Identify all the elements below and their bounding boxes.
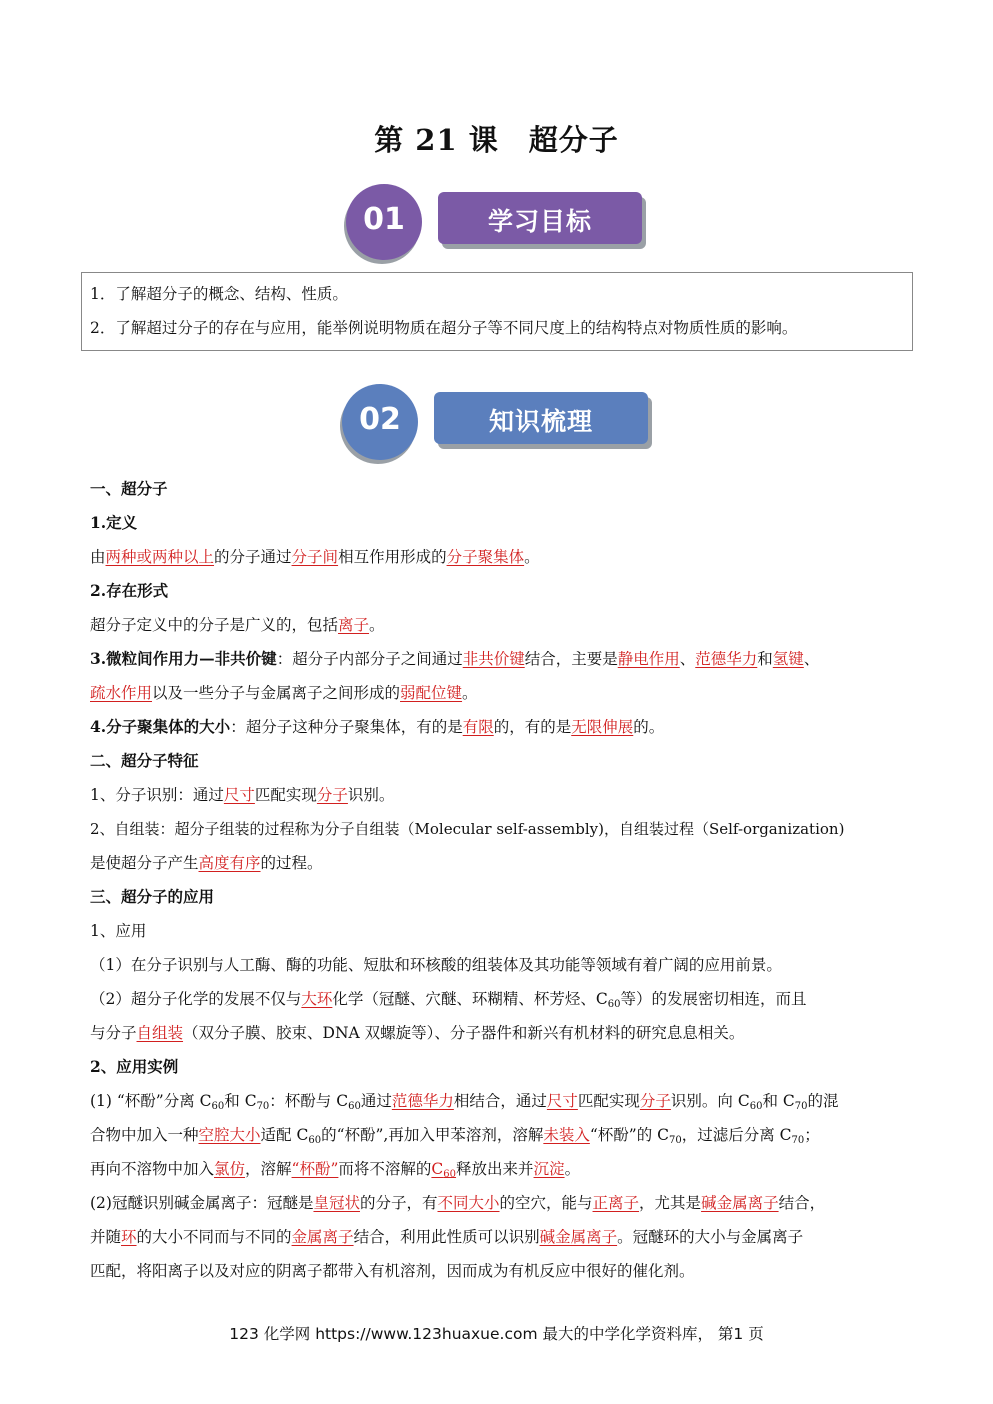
paragraph: 超分子定义中的分子是广义的，包括离子。 (90, 616, 385, 634)
paragraph: 再向不溶物中加入氯仿，溶解“杯酚”而将不溶解的$C_{60}$释放出来并沉淀。 (90, 1160, 581, 1180)
subheading: 1.定义 (90, 513, 138, 532)
answer: 静电作用 (617, 650, 680, 668)
answer: 不同大小 (437, 1194, 500, 1212)
answer: 氢键 (772, 650, 804, 668)
answer: 大环 (301, 990, 333, 1008)
answer: 碱金属离子 (539, 1228, 618, 1246)
answer: 分子 (639, 1092, 671, 1110)
lesson-topic: 超分子 (528, 123, 619, 157)
answer: 未装入 (543, 1126, 590, 1144)
answer: 金属离子 (291, 1228, 354, 1246)
banner-knowledge-review (342, 388, 652, 458)
subheading: 2.存在形式 (90, 581, 169, 600)
paragraph: 并随环的大小不同而与不同的金属离子结合，利用此性质可以识别碱金属离子。冠醚环的大小与金属离子 (90, 1228, 804, 1246)
answer: 弱配位键 (400, 684, 463, 702)
paragraph: 是使超分子产生高度有序的过程。 (90, 854, 323, 872)
paragraph: 与分子自组装（双分子膜、胶束、DNA 双螺旋等）、分子器件和新兴有机材料的研究息息相关。 (90, 1024, 745, 1042)
answer: 无限伸展 (571, 718, 634, 736)
learning-goals-box (81, 272, 913, 351)
page-title (0, 118, 993, 159)
answer: $C_{60}$ (431, 1160, 457, 1180)
paragraph: （2）超分子化学的发展不仅与大环化学（冠醚、穴醚、环糊精、杯芳烃、$C_{60}$等）的发展密切相连，而且 (90, 990, 807, 1010)
paragraph: 匹配，将阳离子以及对应的阴离子都带入有机溶剂，因而成为有机反应中很好的催化剂。 (90, 1262, 695, 1280)
paragraph: 由两种或两种以上的分子通过分子间相互作用形成的分子聚集体。 (90, 548, 540, 566)
answer: 疏水作用 (90, 684, 153, 702)
answer: 范德华力 (695, 650, 758, 668)
lesson-number: 第 21 课 (374, 123, 499, 157)
answer: 离子 (338, 616, 370, 634)
answer: 空腔大小 (198, 1126, 261, 1144)
answer: 皇冠状 (313, 1194, 360, 1212)
answer: 氯仿 (214, 1160, 246, 1178)
answer: 范德华力 (391, 1092, 454, 1110)
answer: 尺寸 (546, 1092, 578, 1110)
answer: 分子间 (291, 548, 339, 566)
banner-learning-goals (346, 188, 646, 258)
answer: 尺寸 (223, 786, 255, 804)
paragraph: （1）在分子识别与人工酶、酶的功能、短肽和环核酸的组装体及其功能等领域有着广阔的应用前景。 (90, 956, 782, 974)
answer: 自组装 (136, 1024, 184, 1042)
paragraph: (1) “杯酚”分离 $C_{60}$和 $C_{70}$：杯酚与 $C_{60}$通过范德华力相结合，通过尺寸匹配实现分子识别。向 $C_{60}$和 $C_{70}$的混 (90, 1092, 839, 1112)
subheading: 2、应用实例 (90, 1057, 179, 1076)
answer: 碱金属离子 (701, 1194, 779, 1212)
main-content (90, 472, 910, 1288)
answer: 高度有序 (198, 854, 261, 872)
section-ribbon: 学习目标 (438, 192, 642, 244)
section-number-badge: 02 (342, 384, 418, 460)
section-heading: 二、超分子特征 (90, 751, 199, 770)
answer: 分子聚集体 (446, 548, 525, 566)
section-ribbon: 知识梳理 (434, 392, 648, 444)
goal-item: 1．了解超分子的概念、结构、性质。 (90, 285, 348, 303)
subheading: 1、应用 (90, 922, 147, 940)
answer: 沉淀 (533, 1160, 565, 1178)
section-number-badge: 01 (346, 184, 422, 260)
paragraph: 2、自组装：超分子组装的过程称为分子自组装（Molecular self-assembly)，自组装过程（Self-organization) (90, 820, 845, 838)
paragraph: 1、分子识别：通过尺寸匹配实现分子识别。 (90, 786, 395, 804)
goal-item: 2．了解超过分子的存在与应用，能举例说明物质在超分子等不同尺度上的结构特点对物质性质的影响。 (90, 319, 798, 337)
section-heading: 一、超分子 (90, 479, 168, 498)
answer: 分子 (316, 786, 348, 804)
paragraph: 合物中加入一种空腔大小适配 $C_{60}$的“杯酚”,再加入甲苯溶剂，溶解未装入“杯酚”的 $C_{70}$，过滤后分离 $C_{70}$； (90, 1126, 820, 1146)
paragraph: 4.分子聚集体的大小：超分子这种分子聚集体，有的是有限的，有的是无限伸展的。 (90, 717, 665, 736)
answer: “杯酚” (291, 1160, 339, 1178)
answer: 两种或两种以上 (105, 548, 215, 566)
answer: 环 (121, 1228, 137, 1246)
answer: 非共价键 (462, 650, 525, 668)
answer: 正离子 (592, 1194, 640, 1212)
paragraph: (2)冠醚识别碱金属离子：冠醚是皇冠状的分子，有不同大小的空穴，能与正离子，尤其是碱金属离子结合， (90, 1194, 826, 1212)
page-footer: 123 化学网 https://www.123huaxue.com 最大的中学化学资料库， 第1 页 (229, 1325, 764, 1343)
paragraph: 疏水作用以及一些分子与金属离子之间形成的弱配位键。 (90, 684, 478, 702)
answer: 有限 (462, 718, 494, 736)
paragraph: 3.微粒间作用力—非共价键：超分子内部分子之间通过非共价键结合，主要是静电作用、范德华力和氢键、 (90, 649, 820, 668)
section-heading: 三、超分子的应用 (90, 887, 215, 906)
